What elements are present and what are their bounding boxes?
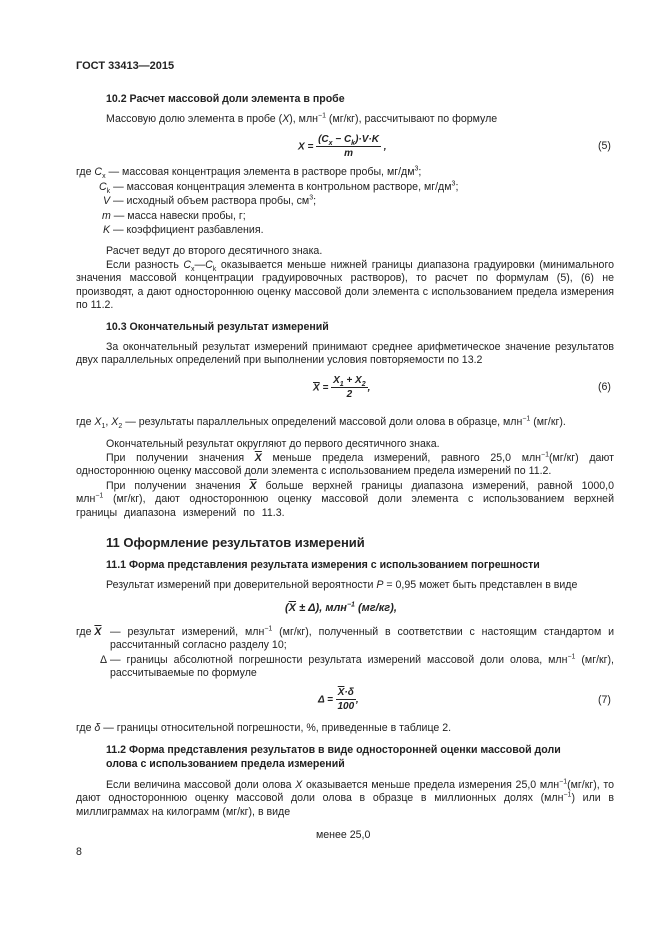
definition-x-bar-text: — результат измерений, млн$^{-1}$ (мг/кг), полученный в соответствии с настоящим стандартом и рассчитанный согласно разделу 10; [110, 625, 615, 652]
definition-delta-symbol: Δ [100, 654, 108, 666]
definition-m: m — масса навески пробы, г; [102, 210, 246, 222]
section-10-2-p1: Расчет ведут до второго десятичного знака. [106, 245, 323, 257]
document-code: ГОСТ 33413—2015 [76, 60, 175, 72]
result-form: $(\overline{X} \pm \Delta)$, млн$^{-1}$ (мг/кг), [285, 601, 397, 614]
definition-k: K — коэффициент разбавления. [103, 224, 264, 236]
formula-7-number: (7) [598, 694, 611, 706]
definition-cx: где $C_x$ — массовая концентрация элемента в растворе пробы, $мг/дм^3$; [76, 165, 422, 181]
section-10-3-p1: За окончательный результат измерений принимают среднее арифметическое значение результатов двух параллельных определений при выполнении условия повторяемости по 13.2 [76, 341, 614, 367]
section-10-3-p4: При получении значения $\overline{X}$ больше верхней границы диапазона измерений, равной 1000,0 млн$^{-1}$ (мг/кг), дают одностороннюю оценку массовой доли элемента с использованием верхней границы диапазона измерений по 11.3. [76, 480, 614, 519]
definition-v: V — исходный объем раствора пробы, $см^3$; [103, 194, 317, 207]
formula-5: X = $\frac{(C_x - C_k)\cdot V\cdot K}{m}$ , [298, 134, 387, 159]
section-10-2-p2: Если разность $C_x—C_k$ оказывается меньше нижней границы диапазона градуировки (минимального значения массовой концентрации градуировочных растворов), то расчет по формулам (5), (6) не производят, а дают одностороннюю оценку массовой доли элемента с использованием предела измерения по 11.2. [76, 259, 614, 312]
formula-6: $\overline{X}$ = $\frac{X_1 + X_2}{2}$ , [313, 375, 371, 400]
formula-6-number: (6) [598, 381, 611, 393]
section-11-2-heading-line2: олова с использованием предела измерений [106, 758, 345, 770]
section-10-2-heading: 10.2 Расчет массовой доли элемента в пробе [106, 93, 345, 105]
section-11-1-heading: 11.1 Форма представления результата измерения с использованием погрешности [106, 559, 540, 571]
section-11-2-p1: Если величина массовой доли олова X оказывается меньше предела измерения 25,0 млн$^{-1}$(мг/кг), то дают одностороннюю оценку массовой доли олова в образце в миллионных долях (млн$^{-1}$) или в миллиграммах на килограмм (мг/кг), в виде [76, 778, 615, 818]
formula-7: Δ = $\frac{\overline{X}\cdot\delta}{100}$ , [318, 687, 359, 712]
formula-6-where: где $X_1$, $X_2$ — результаты параллельных определений массовой доли олова в образце, млн$^{-1}$ (мг/кг). [76, 415, 566, 431]
section-10-3-p2: Окончательный результат округляют до первого десятичного знака. [106, 438, 440, 450]
section-11-heading: 11 Оформление результатов измерений [106, 535, 365, 550]
section-11-2-heading-line1: 11.2 Форма представления результатов в виде односторонней оценки массовой доли [106, 744, 561, 756]
section-10-2-intro: Массовую долю элемента в пробе (X), млн$^{-1}$ (мг/кг), рассчитывают по формуле [106, 112, 498, 125]
definition-delta-text: — границы абсолютной погрешности результата измерений массовой доли олова, млн$^{-1}$ (мг/кг), рассчитываемые по формуле [110, 653, 614, 680]
less-than-form: менее 25,0 [316, 829, 371, 841]
section-10-3-heading: 10.3 Окончательный результат измерений [106, 321, 329, 333]
definition-x-bar: где $\overline{X}$ [76, 626, 102, 638]
formula-7-where: где δ — границы относительной погрешности, %, приведенные в таблице 2. [76, 722, 452, 734]
formula-5-number: (5) [598, 140, 611, 152]
section-10-3-p3: При получении значения $\overline{X}$ меньше предела измерений, равного 25,0 млн$^{-1}$(мг/кг) дают одностороннюю оценку массовой доли элемента с использованием предела измерений по 11.2. [76, 451, 614, 478]
definition-ck: $C_k$ — массовая концентрация элемента в контрольном растворе, $мг/дм^3$; [99, 180, 459, 196]
page-number: 8 [76, 846, 82, 858]
section-11-1-p1: Результат измерений при доверительной вероятности P = 0,95 может быть представлен в виде [106, 579, 578, 591]
